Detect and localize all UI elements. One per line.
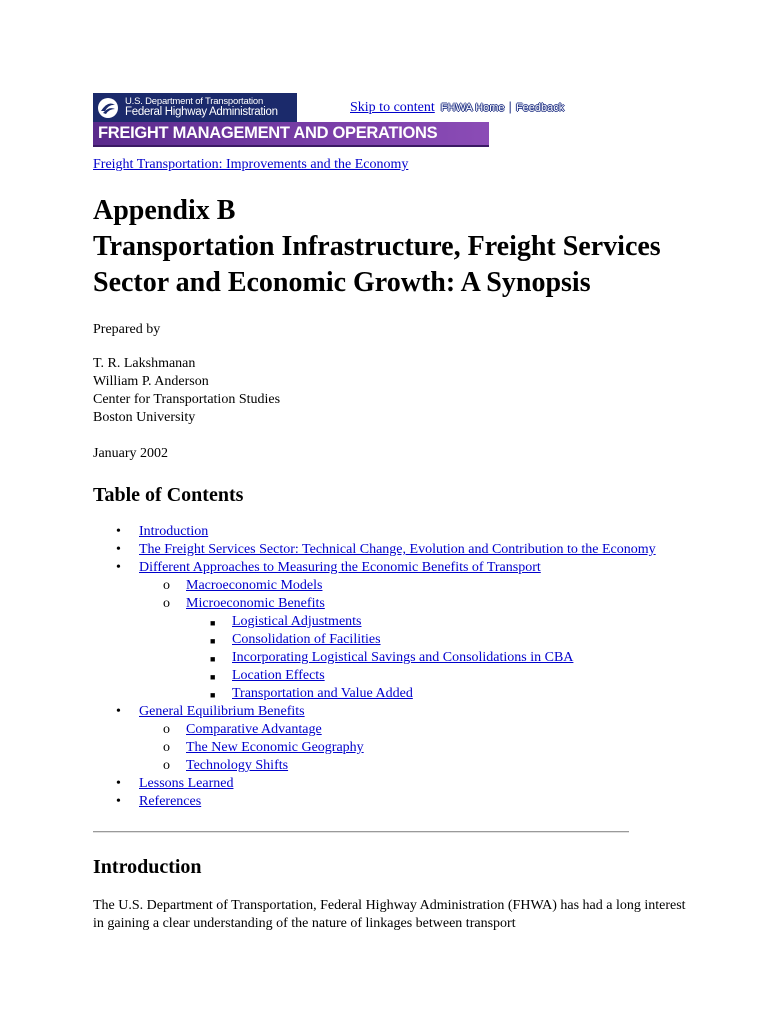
prepared-by-label: Prepared by (93, 322, 161, 337)
author-block (93, 355, 733, 427)
toc-bullet-icon: • (116, 542, 121, 557)
toc-item (93, 793, 733, 811)
toc-link[interactable]: The New Economic Geography (186, 740, 364, 755)
toc-item (93, 559, 733, 577)
toc-item (93, 667, 733, 685)
toc-bullet-icon: ■ (210, 672, 216, 682)
author-university: Boston University (93, 410, 196, 425)
toc-item (93, 721, 733, 739)
toc-link[interactable]: The Freight Services Sector: Technical Change, Evolution and Contribution to the Economy (139, 542, 656, 557)
toc-link[interactable]: Microeconomic Benefits (186, 596, 325, 611)
toc-item (93, 577, 733, 595)
toc-link[interactable]: Consolidation of Facilities (232, 632, 381, 647)
toc-bullet-icon: o (163, 758, 170, 773)
toc-link[interactable]: Transportation and Value Added (232, 686, 413, 701)
toc-bullet-icon: ■ (210, 636, 216, 646)
publication-date: January 2002 (93, 446, 169, 461)
fhwa-label: Federal Highway Administration (125, 106, 278, 118)
toc-link[interactable]: Technology Shifts (186, 758, 289, 773)
title-subject: Transportation Infrastructure, Freight Services Sector and Economic Growth: A Synopsis (93, 231, 661, 298)
toc-item (93, 703, 733, 721)
table-of-contents (93, 523, 733, 811)
toc-bullet-icon: ■ (210, 690, 216, 700)
toc-item (93, 631, 733, 649)
toc-item (93, 775, 733, 793)
author-lakshmanan: T. R. Lakshmanan (93, 356, 196, 371)
toc-bullet-icon: o (163, 722, 170, 737)
site-header (93, 93, 733, 155)
toc-link[interactable]: Different Approaches to Measuring the Economic Benefits of Transport (139, 560, 541, 575)
toc-link[interactable]: Macroeconomic Models (186, 578, 323, 593)
toc-bullet-icon: • (116, 560, 121, 575)
toc-bullet-icon: o (163, 740, 170, 755)
toc-bullet-icon: • (116, 524, 121, 539)
feedback-link[interactable]: Feedback (515, 102, 565, 114)
toc-link[interactable]: Location Effects (232, 668, 325, 683)
toc-link[interactable]: Lessons Learned (139, 776, 234, 791)
toc-item (93, 595, 733, 613)
toc-item (93, 685, 733, 703)
toc-link[interactable]: Introduction (139, 524, 209, 539)
toc-heading: Table of Contents (93, 484, 244, 506)
toc-link[interactable]: References (139, 794, 202, 809)
dot-department-label: U.S. Department of Transportation (125, 95, 264, 107)
toc-bullet-icon: • (116, 794, 121, 809)
dot-banner-text (125, 97, 278, 119)
author-center: Center for Transportation Studies (93, 392, 281, 407)
toc-item (93, 739, 733, 757)
toc-item (93, 541, 733, 559)
document-page (93, 93, 733, 933)
toc-bullet-icon: o (163, 596, 170, 611)
dot-fhwa-banner[interactable] (93, 93, 297, 122)
toc-item (93, 523, 733, 541)
header-links (350, 99, 564, 116)
header-link-separator: | (508, 99, 512, 114)
toc-bullet-icon: o (163, 578, 170, 593)
fhwa-home-link[interactable]: FHWA Home (440, 102, 505, 114)
toc-link[interactable]: General Equilibrium Benefits (139, 704, 305, 719)
toc-bullet-icon: ■ (210, 618, 216, 628)
author-anderson: William P. Anderson (93, 374, 209, 389)
toc-link[interactable]: Incorporating Logistical Savings and Consolidations in CBA (232, 650, 574, 665)
section-divider (93, 831, 629, 833)
freight-banner[interactable]: FREIGHT MANAGEMENT AND OPERATIONS (93, 122, 489, 147)
toc-bullet-icon: ■ (210, 654, 216, 664)
toc-item (93, 649, 733, 667)
breadcrumb-link[interactable]: Freight Transportation: Improvements and the Economy (93, 157, 409, 172)
introduction-paragraph: The U.S. Department of Transportation, Federal Highway Administration (FHWA) has had a long interest in gaining a clear understanding of the nature of linkages between transport (93, 898, 686, 931)
introduction-heading: Introduction (93, 856, 202, 878)
page-title (93, 193, 733, 301)
title-appendix: Appendix B (93, 195, 236, 226)
toc-bullet-icon: • (116, 704, 121, 719)
toc-link[interactable]: Logistical Adjustments (232, 614, 362, 629)
toc-item (93, 757, 733, 775)
toc-link[interactable]: Comparative Advantage (186, 722, 322, 737)
toc-bullet-icon: • (116, 776, 121, 791)
toc-item (93, 613, 733, 631)
skip-to-content-link[interactable]: Skip to content (350, 100, 435, 115)
dot-logo-icon (97, 97, 119, 119)
